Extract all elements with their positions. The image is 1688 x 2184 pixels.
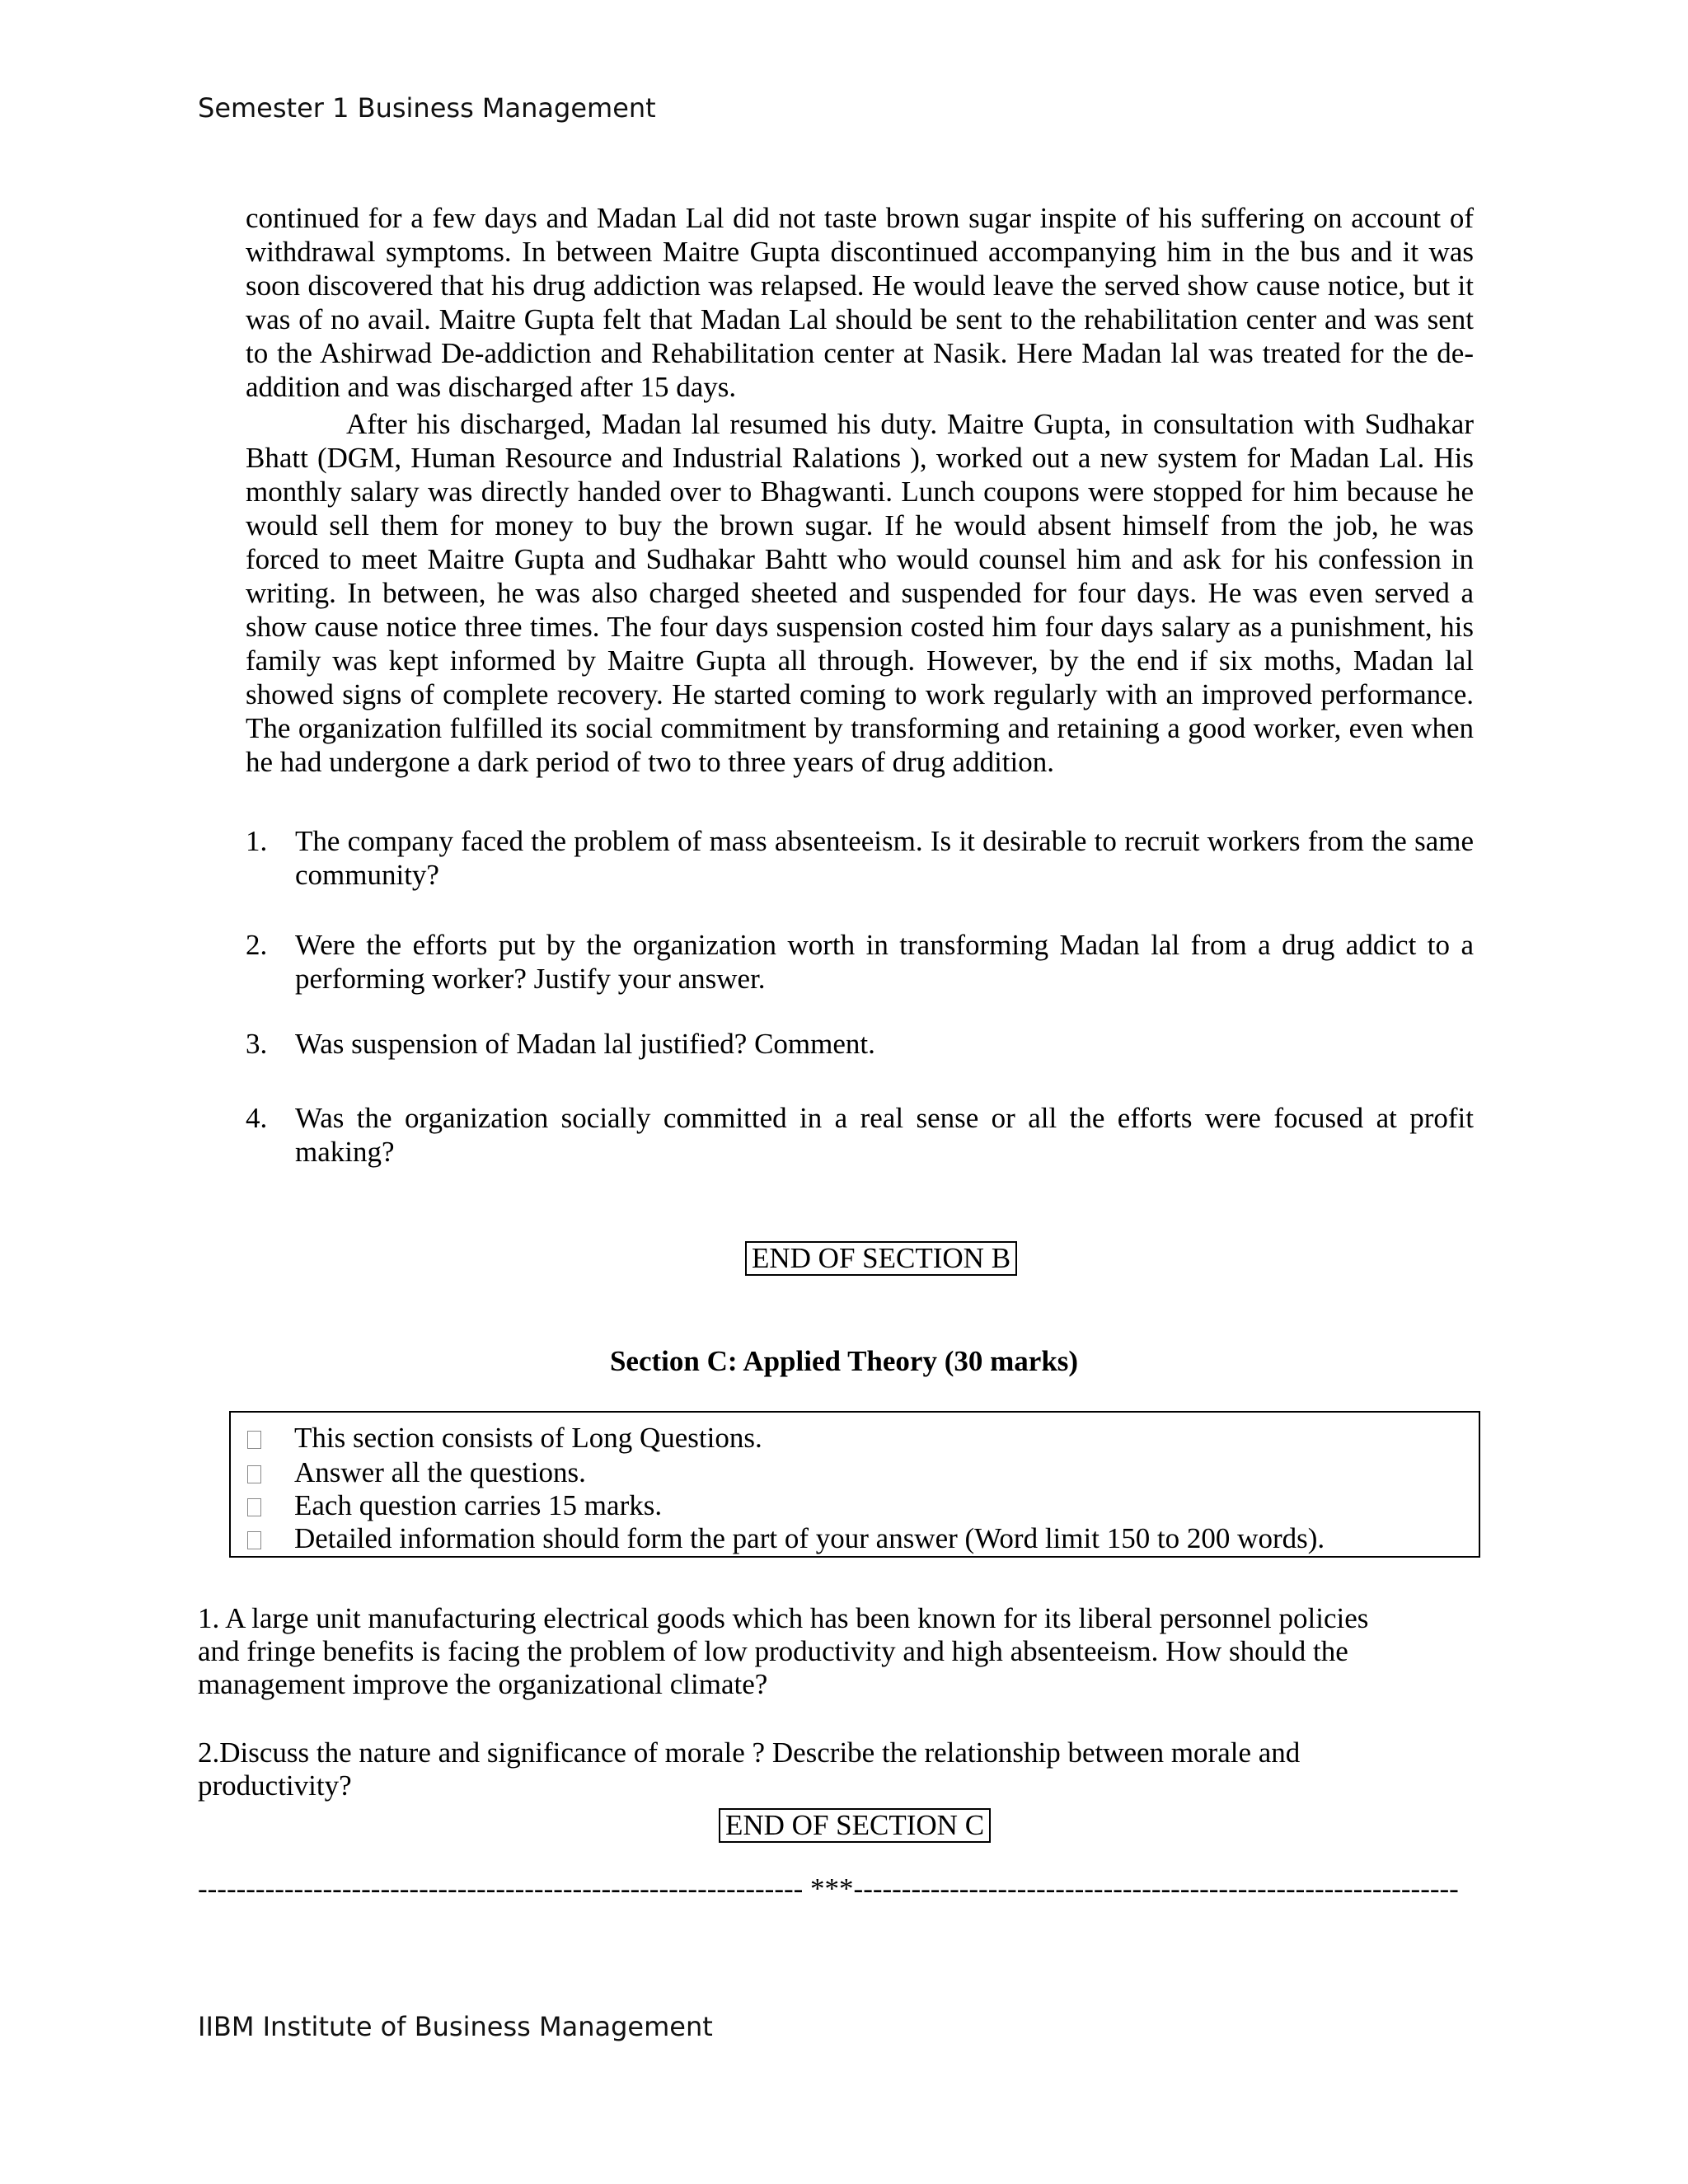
question-text: Was the organization socially committed in a real sense or all the efforts were focused at profit making? [295,1102,1474,1168]
question-text: Were the efforts put by the organization worth in transforming Madan lal from a drug addict to a performing worker? Justify your answer. [295,929,1474,995]
checkbox-glyph-icon [247,1531,261,1549]
question-number: 4. [246,1102,268,1134]
section-c-question-1: 1. A large unit manufacturing electrical goods which has been known for its liberal personnel policies and fringe benefits is facing the problem of low productivity and high absenteeism. How should the management improve the organizational climate? [198,1602,1369,1700]
instruction-item: Detailed information should form the part of your answer (Word limit 150 to 200 words). [247,1521,1325,1556]
instruction-item: This section consists of Long Questions. [247,1421,762,1455]
case-paragraph-2: After his discharged, Madan lal resumed his duty. Maitre Gupta, in consultation with Sudhakar Bhatt (DGM, Human Resource and Industrial Ralations ), worked out a new system for Madan Lal. His monthly salary was directly handed over to Bhagwanti. Lunch coupons were stopped for him because he would sell them for money to buy the brown sugar. If he would absent himself from the job, he was forced to meet Maitre Gupta and Sudhakar Bahtt who would counsel him and ask for his confession in writing. In between, he was also charged sheeted and suspended for four days. He was even served a show cause notice three times. The four days suspension costed him four days salary as a punishment, his family was kept informed by Maitre Gupta all through. However, by the end if six moths, Madan lal showed signs of complete recovery. He started coming to work regularly with an improved performance. The organization fulfilled its social commitment by transforming and retaining a good worker, even when he had undergone a dark period of two to three years of drug addition. [246,408,1474,778]
question-number: 2. [246,929,268,961]
instruction-item: Answer all the questions. [247,1455,586,1490]
question-text: Was suspension of Madan lal justified? Comment. [295,1028,875,1060]
end-of-section-c: END OF SECTION C [719,1808,991,1843]
instruction-item: Each question carries 15 marks. [247,1488,662,1523]
question-number: 3. [246,1028,268,1060]
case-question-1 [246,824,1474,892]
checkbox-glyph-icon [247,1465,261,1483]
case-paragraph-1: continued for a few days and Madan Lal did not taste brown sugar inspite of his suffering on account of withdrawal symptoms. In between Maitre Gupta discontinued accompanying him in the bus and it was soon discovered that his drug addiction was relapsed. He would leave the served show cause notice, but it was of no avail. Maitre Gupta felt that Madan Lal should be sent to the rehabilitation center and was sent to the Ashirwad De-addiction and Rehabilitation center at Nasik. Here Madan lal was treated for the de-addition and was discharged after 15 days. [246,202,1474,403]
page-footer: IIBM Institute of Business Management [198,2011,713,2042]
case-question-3 [246,1027,1474,1061]
case-question-4 [246,1101,1474,1169]
case-question-2 [246,928,1474,996]
checkbox-glyph-icon [247,1498,261,1516]
checkbox-glyph-icon [247,1431,261,1449]
end-of-section-b: END OF SECTION B [745,1241,1017,1276]
question-text: The company faced the problem of mass absenteeism. Is it desirable to recruit workers from the same community? [295,825,1474,891]
section-c-heading: Section C: Applied Theory (30 marks) [609,1345,1079,1377]
end-divider: --------------------------------------------------------------- ***--------------------------------------------------------------- [198,1872,1459,1905]
section-c-question-2: 2.Discuss the nature and significance of morale ? Describe the relationship between morale and productivity? [198,1736,1301,1802]
instructions-box [229,1411,1480,1558]
page-header: Semester 1 Business Management [198,92,656,124]
question-number: 1. [246,825,268,857]
